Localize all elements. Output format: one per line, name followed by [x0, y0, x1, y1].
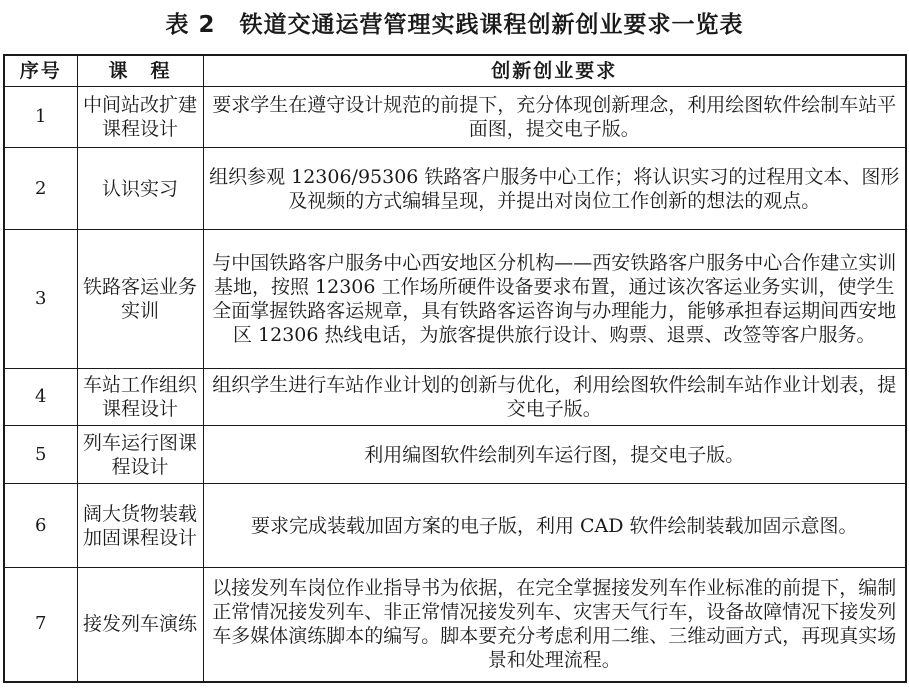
row-number: 2 [4, 148, 77, 230]
table-title: 表 2 铁道交通运营管理实践课程创新创业要求一览表 [165, 11, 744, 38]
course-name: 车站工作组织课程设计 [77, 369, 203, 426]
table-row [4, 484, 906, 568]
requirement-text: 组织学生进行车站作业计划的创新与优化，利用绘图软件绘制车站作业计划表，提交电子版。 [203, 369, 906, 426]
table-row [4, 230, 906, 369]
row-number: 6 [4, 484, 77, 568]
table-row [4, 87, 906, 148]
row-number: 5 [4, 426, 77, 484]
table-row [4, 148, 906, 230]
requirement-text: 要求学生在遵守设计规范的前提下，充分体现创新理念，利用绘图软件绘制车站平面图，提交电子版。 [203, 87, 906, 148]
course-name: 列车运行图课程设计 [77, 426, 203, 484]
course-name: 接发列车演练 [77, 568, 203, 682]
header-row [4, 55, 906, 87]
header-course: 课 程 [77, 55, 203, 87]
row-number: 7 [4, 568, 77, 682]
requirement-text: 与中国铁路客户服务中心西安地区分机构——西安铁路客户服务中心合作建立实训基地，按照 12306 工作场所硬件设备要求布置，通过该次客运业务实训，使学生全面掌握铁路客运规章，具有铁路客运咨询与办理能力，能够承担春运期间西安地区 12306 热线电话，为旅客提供旅行设计、购票、退票、改签等客户服务。 [203, 230, 906, 369]
course-name: 铁路客运业务实训 [77, 230, 203, 369]
requirement-text: 组织参观 12306/95306 铁路客户服务中心工作；将认识实习的过程用文本、图形及视频的方式编辑呈现，并提出对岗位工作创新的想法的观点。 [203, 148, 906, 230]
row-number: 1 [4, 87, 77, 148]
course-name: 认识实习 [77, 148, 203, 230]
header-requirement: 创新创业要求 [203, 55, 906, 87]
row-number: 4 [4, 369, 77, 426]
course-name: 阔大货物装载加固课程设计 [77, 484, 203, 568]
course-requirements-table [3, 54, 907, 683]
table-row [4, 568, 906, 682]
requirement-text: 要求完成装载加固方案的电子版，利用 CAD 软件绘制装载加固示意图。 [203, 484, 906, 568]
requirement-text: 利用编图软件绘制列车运行图，提交电子版。 [203, 426, 906, 484]
course-name: 中间站改扩建课程设计 [77, 87, 203, 148]
header-no: 序号 [4, 55, 77, 87]
table-row [4, 426, 906, 484]
table-row [4, 369, 906, 426]
row-number: 3 [4, 230, 77, 369]
requirement-text: 以接发列车岗位作业指导书为依据，在完全掌握接发列车作业标准的前提下，编制正常情况接发列车、非正常情况接发列车、灾害天气行车，设备故障情况下接发列车多媒体演练脚本的编写。脚本要充分考虑利用二维、三维动画方式，再现真实场景和处理流程。 [203, 568, 906, 682]
